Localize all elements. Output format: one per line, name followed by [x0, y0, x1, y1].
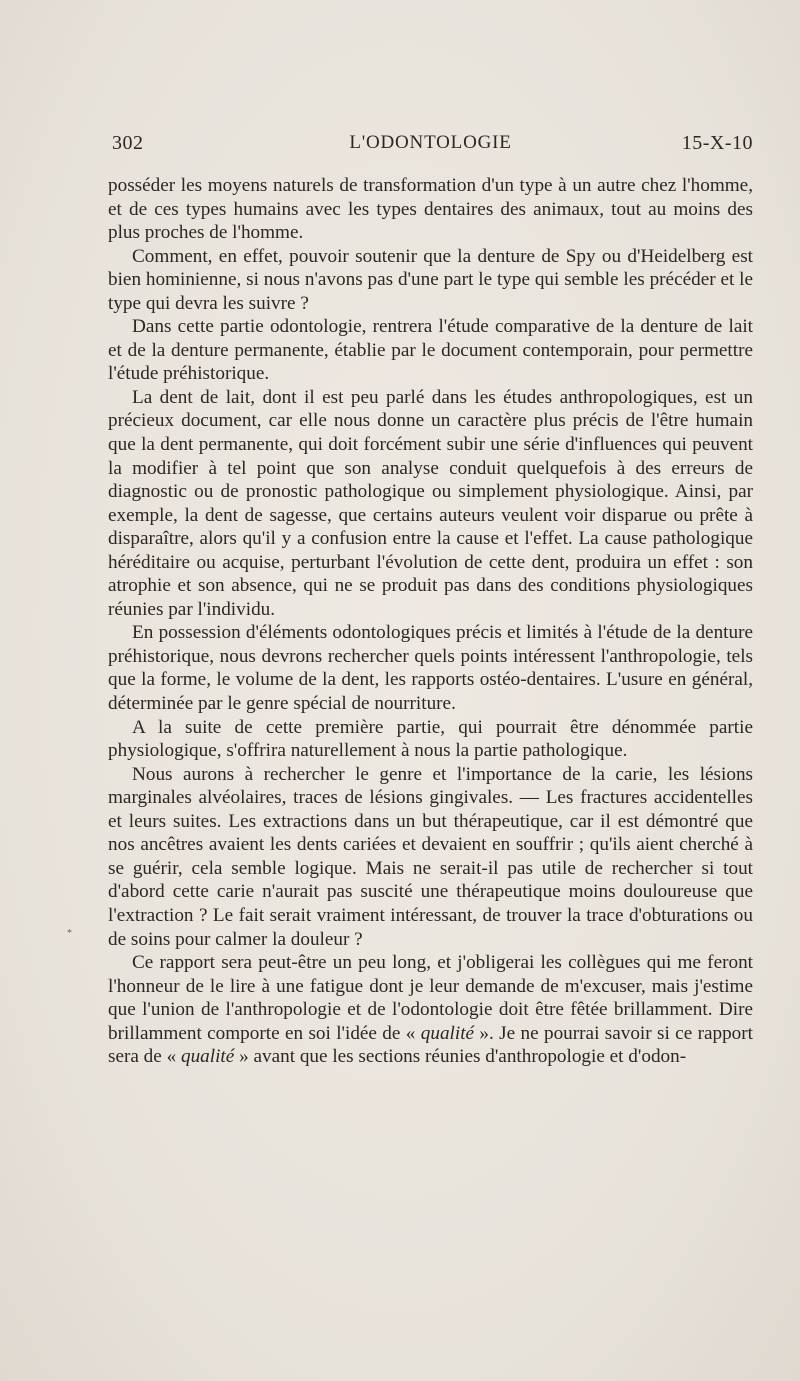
- paragraph-last: [108, 951, 753, 1069]
- italic-term: qualité: [180, 1046, 235, 1068]
- paragraph: Dans cette partie odontologie, rentrera l'étude comparative de la denture de lait et de la denture permanente, établie par le document contemporain, pour permettre l'étude préhistorique.: [108, 316, 753, 385]
- text-segment: » avant que les sections réunies d'anthropologie et d'odon-: [234, 1046, 687, 1068]
- paragraph: A la suite de cette première partie, qui pourrait être dénommée partie physiologique, s'offrira naturellement à nous la partie pathologique.: [108, 716, 753, 762]
- issue-date: 15-X-10: [681, 132, 753, 154]
- text-segment: ». Je ne pourrai savoir si ce rapport sera de «: [108, 1022, 753, 1068]
- page-number: 302: [112, 132, 144, 154]
- running-header: [108, 132, 753, 162]
- italic-term: qualité: [420, 1022, 475, 1044]
- paragraph: La dent de lait, dont il est peu parlé dans les études anthropologiques, est un précieux document, car elle nous donne un caractère plus précis de l'être humain que la dent permanente, qui doit forcément subir une série d'influences qui peuvent la modifier à tel point que son analyse conduit quelquefois à des erreurs de diagnostic ou de pronostic pathologique ou simplement physiologique. Ainsi, par exemple, la dent de sagesse, que certains auteurs veulent voir disparue ou prête à disparaître, alors qu'il y a confusion entre la cause et l'effet. La cause pathologique héréditaire ou acquise, perturbant l'évolution de cette dent, produira un effet : son atrophie et son absence, qui ne se produit pas dans des conditions physiologiques réunies par l'individu.: [108, 386, 753, 620]
- paragraph: En possession d'éléments odontologiques précis et limités à l'étude de la denture préhistorique, nous devrons rechercher quels points intéressent l'anthropologie, tels que la forme, le volume de la dent, les rapports ostéo-dentaires. L'usure en général, déterminée par le genre spécial de nourriture.: [108, 622, 753, 715]
- text-segment: Ce rapport sera peut-être un peu long, et j'obligerai les collègues qui me feront l'honneur de le lire à une fatigue dont je leur demande de m'excuser, mais j'estime que l'union de l'anthropologie et de l'odontologie doit être fêtée brillamment. Dire brillamment comporte en soi l'idée de «: [108, 952, 753, 1044]
- body-text: [108, 174, 753, 1069]
- paragraph: Nous aurons à rechercher le genre et l'importance de la carie, les lésions marginales alvéolaires, traces de lésions gingivales. — Les fractures accidentelles et leurs suites. Les extractions dans un but thérapeutique, car il est démontré que nos ancêtres avaient les dents cariées et devaient en souffrir ; qu'ils aient cherché à se guérir, cela semble logique. Mais ne serait-il pas utile de rechercher si tout d'abord cette carie n'aurait pas suscité une thérapeutique moins douloureuse que l'extraction ? Le fait serait vraiment intéressant, de trouver la trace d'obturations ou de soins pour calmer la douleur ?: [108, 763, 753, 950]
- running-title: L'ODONTOLOGIE: [349, 132, 512, 153]
- paragraph-continued: posséder les moyens naturels de transformation d'un type à un autre chez l'homme, et de ces types humains avec les types dentaires des animaux, tout au moins des plus proches de l'homme.: [108, 175, 753, 244]
- paragraph: Comment, en effet, pouvoir soutenir que la denture de Spy ou d'Heidelberg est bien hominienne, si nous n'avons pas d'une part le type qui semble les précéder et le type qui devra les suivre ?: [108, 245, 753, 314]
- margin-mark: *: [67, 928, 72, 939]
